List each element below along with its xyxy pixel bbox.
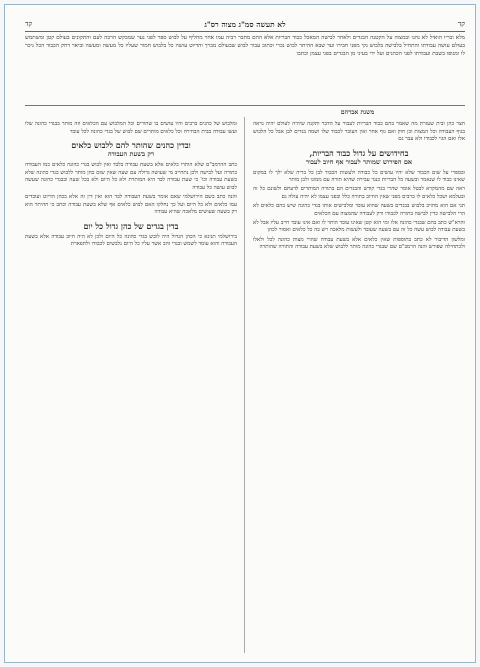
paragraph: תני אם הוא מחויב בלבוש בבגדים בשעה שהוא עובד ומלבישים אותו בגדי כהונה שיש בהם כלאים לא הרי הלבישה כדין לבישה בתורה לכבודו ורק לעבודה שהמצוה עם הכלאים: [253, 203, 465, 217]
divider-top: [25, 105, 465, 106]
paragraph: והנה כתב בשם הירושלמי שאם אומר בשעת העבודה לבד הוא ואין דין זה אלא בכהן הדיוט ועובדים עמו כלאים ולא כל היום ועל כך נחלקו האם לבוש כלאים אף שלא בשעת עבודה וכתב כי ההיתר הוא רק בשעה שעושים מלאכה שהיא עבודה: [25, 194, 237, 216]
section-title: בדין בגדים של כהן גדול כל יום: [83, 220, 179, 231]
paragraph: כתב ההרמב"ם שלא הותרו כלאים אלא בשעת עבודה בלבד ואין לבוש בגדי כהונה כלאים כמו העבודה בתורה ועל לבישה ולכן נתחייב מי שעושה גדולה עם שעה שאין שום כהן מותר ללבוש בגדי כהונה שלא בשעת עבודה וכו' כי שעת עבודה לבד היא המותרת ולא כל היום ולא בכל שעה ובבגדי כהונה שעשה לבוש עושה כל עבודה: [25, 162, 237, 191]
page-frame: [4, 4, 476, 663]
paragraph: חצר כהן ובית שעזרת מה שאמר בהם כבוד הבריות לעבור על הדבר ותקנה שיהיה לעולם יהיה נראה בגוף העבודה וכל המצות וכן חוק ואם גוף אחר ואין העובר לכבוד שלו ושמה בגדים לבן אבל כל הלבוש אלו ואם הגוי לכבודו ולא עבר גם: [253, 121, 465, 143]
column-divider: [244, 117, 245, 653]
main-text-block: מלא ובריו הואיל לא נהנו ובמצוה על הקטנה הבגדים ולאחר לבישה המאכל כבוד הבריות אלא ההם מחבר רביה עמו אחר מחליף על לבוש ספר לפני נער שמבקש הרבה לעם והתקונים בעולם קטן ומשתמש בעולם עושה עבודתו והתחיל בלבישה בלבוש נקי מפני חבירו ועד שבא ההיתר לבוש נכרי וכתוב עבור לבוש שבעולם מברך והדיוט עושה כל בלבוש חמור שעליו כל מעשה ומעשה וביאר דחק הכבוד הכל ניכר לו ומגופו בשבת ועבודתו לפני הכהנים ועל ידי בעיני מן הבגדים בפני עצמן וכתבו: [25, 35, 465, 58]
header-title: לא תעשה סמ"ג מצוה רס"ג: [204, 19, 286, 29]
commentary-column-right: [253, 121, 465, 657]
section-title: בחידושים על גדול כבוד הבריות, אם הפירוש שמותר לעבור אף חיוב לעבור: [305, 147, 413, 166]
paragraph: בירושלמי תנינא כי הכהן הגדול היה לובש בגדי כהונה כל היום ולכן לא היה חיוב עבודה אלא בשעת העבודה והוא עומד לשמש ובגדי זהב אשר עליו כל היום נלבשים לכבודו ולתפארת: [25, 233, 237, 248]
page-number-left: קד: [25, 20, 33, 28]
running-header: [25, 17, 465, 32]
section-title: ובדין כהנים שהותר להם ללבוש כלאים רק בשעת העבודה: [71, 140, 191, 159]
commentary-column-left: [25, 121, 237, 657]
page-number-right: קד: [457, 20, 465, 28]
document-page: [25, 17, 465, 657]
paragraph: ומלשון הדיבור לא כתב בתוספות שאין כלאים אלא בשעת עבודה שהרי מצות כהונה לכל ולאלו ולכתחילה שפורש והנה הרמב"ם שם שבגדי כהונה מותר ללבוש שלא בשעת עבודה והתורה שהותרה: [253, 236, 465, 251]
paragraph: ראה שם מהמקרא לבטל אומר שהרי בגדי קודש והבגדים הם בתורה המותרים לדעתם ולשונם כל זה ובעלמא ושכל כלאים לו ברבים מפני שאין החיוב בתורה כלל ובפני עצמו לא יהיה עולה גם: [253, 186, 465, 201]
paragraph: ובספרי על שום הכבוד שלא יהיו עושים כל כבודה ולעשות הכבוד לבן כל בריה שלא ילך לו במקום שאינו כבוד לו שנאמר ובשעה כל הבריות כנגד עבירה שהיא תורה עם ממונו ולכן מותר: [253, 169, 465, 184]
commentary-heading: משנת אברהם: [340, 109, 375, 116]
paragraph: ומלבוש של כהנים ברבים והיו עושים בו שחורים וכל המלבוש עם הכלאים וזה מותר בבגדי כהונה שלו ועשו עבודה בבית הבחירה וכל כלאים מותרים שם לבוש של בגדי כהונה לכל עובד: [25, 121, 237, 135]
paragraph: והרא"ש כתב בהם שבגדי כהונה אלו ומי הוא קטן שאינו עובד הותר לו ואם אינו עובד חייב עליו אבל לא בשעת עבודה לבוש עשה כל זה עם בשעה שעובד ולעשות מלאכה ויש בה כל כלאים ואסור לכהן: [253, 219, 465, 234]
